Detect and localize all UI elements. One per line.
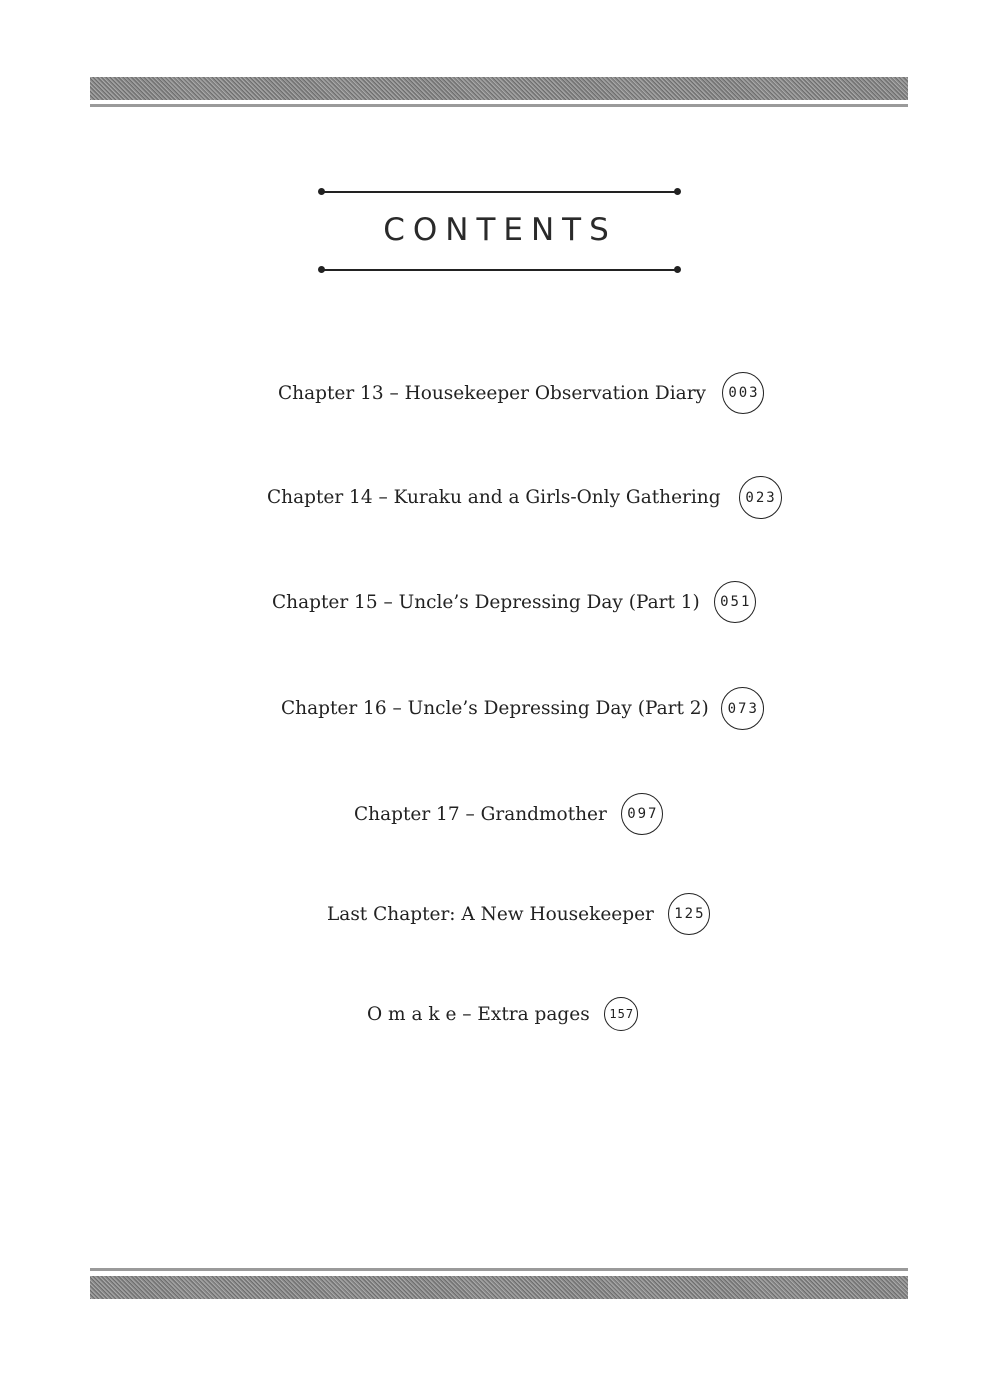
- toc-entry-chapter-16[interactable]: [281, 687, 764, 730]
- toc-page-number: 157: [604, 997, 638, 1031]
- toc-page-number: 097: [621, 793, 663, 835]
- bottom-rule: [90, 1268, 908, 1271]
- toc-entry-chapter-13[interactable]: [278, 372, 764, 414]
- title-rule-top: [321, 191, 678, 193]
- top-rule: [90, 104, 908, 107]
- toc-entry-omake[interactable]: [367, 997, 638, 1031]
- toc-entry-label: Chapter 16 – Uncle’s Depressing Day (Part 2): [281, 698, 709, 719]
- toc-entry-last-chapter[interactable]: [327, 893, 710, 935]
- toc-entry-label: Chapter 15 – Uncle’s Depressing Day (Part 1): [272, 591, 700, 613]
- toc-entry-chapter-14[interactable]: [267, 476, 782, 519]
- toc-page-number: 125: [668, 893, 710, 935]
- toc-page-number: 073: [721, 687, 764, 730]
- toc-entry-label: Last Chapter: A New Housekeeper: [327, 903, 654, 925]
- toc-entry-label: Chapter 14 – Kuraku and a Girls-Only Gathering: [267, 487, 721, 508]
- bottom-decorative-band: [90, 1276, 908, 1299]
- toc-page-number: 003: [722, 372, 764, 414]
- toc-entry-label: O m a k e – Extra pages: [367, 1003, 590, 1025]
- toc-entry-label: Chapter 17 – Grandmother: [354, 803, 607, 825]
- toc-entry-chapter-15[interactable]: [272, 581, 756, 623]
- contents-title: CONTENTS: [383, 212, 617, 248]
- toc-entry-label: Chapter 13 – Housekeeper Observation Diary: [278, 382, 706, 404]
- toc-page-number: 051: [714, 581, 756, 623]
- toc-page-number: 023: [739, 476, 782, 519]
- title-rule-bottom: [321, 269, 678, 271]
- toc-entry-chapter-17[interactable]: [354, 793, 663, 835]
- top-decorative-band: [90, 77, 908, 100]
